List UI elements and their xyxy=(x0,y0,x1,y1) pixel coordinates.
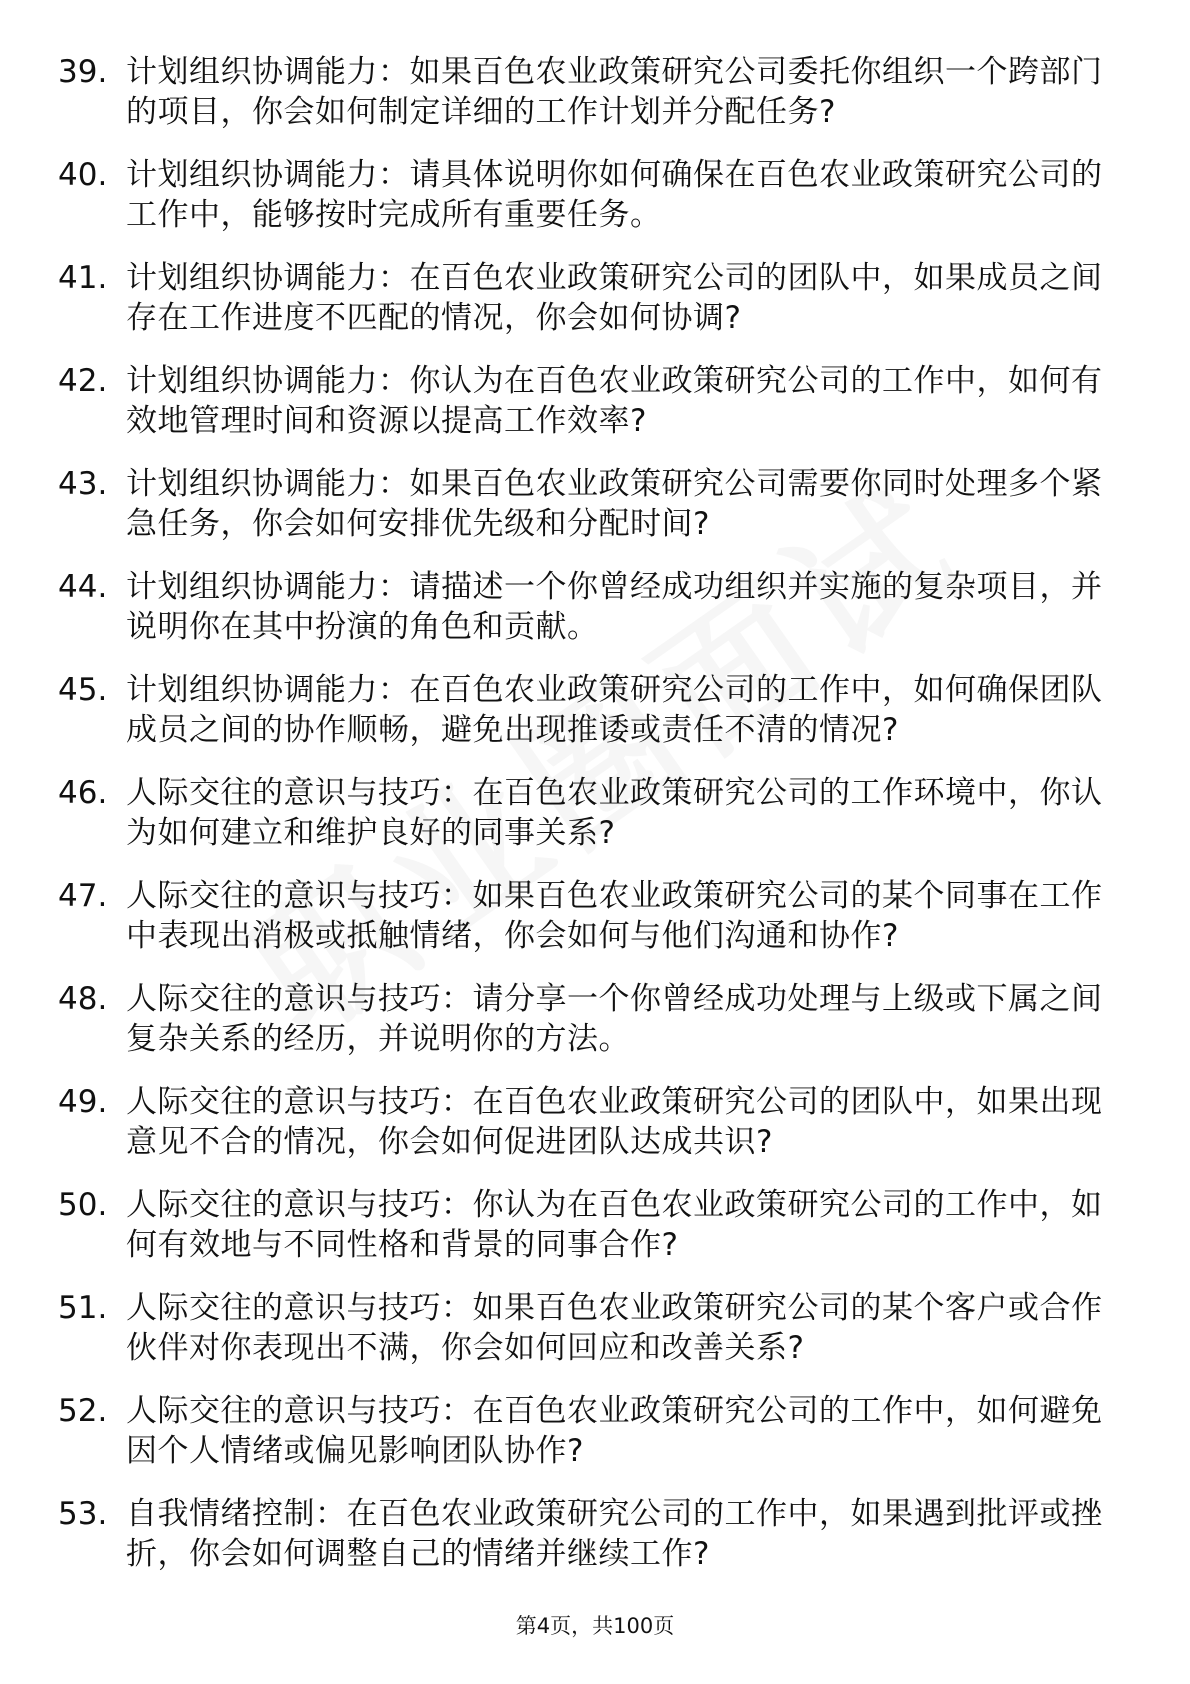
question-item xyxy=(58,1185,1108,1265)
question-text: 人际交往的意识与技巧：请分享一个你曾经成功处理与上级或下属之间复杂关系的经历，并说明你的方法。 xyxy=(126,981,1103,1057)
question-number: 50. xyxy=(58,1187,108,1223)
question-text: 计划组织协调能力：你认为在百色农业政策研究公司的工作中，如何有效地管理时间和资源以提高工作效率? xyxy=(126,363,1103,439)
question-item xyxy=(58,1494,1108,1574)
question-text: 人际交往的意识与技巧：在百色农业政策研究公司的工作环境中，你认为如何建立和维护良好的同事关系? xyxy=(126,775,1103,851)
question-text: 计划组织协调能力：如果百色农业政策研究公司需要你同时处理多个紧急任务，你会如何安排优先级和分配时间? xyxy=(126,466,1103,542)
question-text: 人际交往的意识与技巧：如果百色农业政策研究公司的某个客户或合作伙伴对你表现出不满，你会如何回应和改善关系? xyxy=(126,1290,1103,1366)
question-text: 计划组织协调能力：在百色农业政策研究公司的工作中，如何确保团队成员之间的协作顺畅，避免出现推诿或责任不清的情况? xyxy=(126,672,1103,748)
question-number: 43. xyxy=(58,466,108,502)
page-footer xyxy=(0,1612,1190,1640)
question-number: 45. xyxy=(58,672,108,708)
question-text: 人际交往的意识与技巧：你认为在百色农业政策研究公司的工作中，如何有效地与不同性格和背景的同事合作? xyxy=(126,1187,1103,1263)
question-text: 计划组织协调能力：如果百色农业政策研究公司委托你组织一个跨部门的项目，你会如何制定详细的工作计划并分配任务? xyxy=(126,54,1103,130)
question-text: 计划组织协调能力：请描述一个你曾经成功组织并实施的复杂项目，并说明你在其中扮演的角色和贡献。 xyxy=(126,569,1103,645)
question-text: 人际交往的意识与技巧：在百色农业政策研究公司的工作中，如何避免因个人情绪或偏见影响团队协作? xyxy=(126,1393,1103,1469)
question-item xyxy=(58,1288,1108,1368)
question-item xyxy=(58,979,1108,1059)
question-text: 计划组织协调能力：在百色农业政策研究公司的团队中，如果成员之间存在工作进度不匹配的情况，你会如何协调? xyxy=(126,260,1103,336)
question-number: 48. xyxy=(58,981,108,1017)
question-list xyxy=(58,52,1108,1597)
question-number: 44. xyxy=(58,569,108,605)
question-number: 47. xyxy=(58,878,108,914)
question-item xyxy=(58,258,1108,338)
question-number: 41. xyxy=(58,260,108,296)
question-item xyxy=(58,567,1108,647)
question-number: 39. xyxy=(58,54,108,90)
question-text: 人际交往的意识与技巧：在百色农业政策研究公司的团队中，如果出现意见不合的情况，你会如何促进团队达成共识? xyxy=(126,1084,1103,1160)
question-item xyxy=(58,155,1108,235)
question-text: 计划组织协调能力：请具体说明你如何确保在百色农业政策研究公司的工作中，能够按时完成所有重要任务。 xyxy=(126,157,1103,233)
question-item xyxy=(58,464,1108,544)
question-item xyxy=(58,876,1108,956)
question-text: 人际交往的意识与技巧：如果百色农业政策研究公司的某个同事在工作中表现出消极或抵触情绪，你会如何与他们沟通和协作? xyxy=(126,878,1103,954)
question-item xyxy=(58,670,1108,750)
question-text: 自我情绪控制：在百色农业政策研究公司的工作中，如果遇到批评或挫折，你会如何调整自己的情绪并继续工作? xyxy=(126,1496,1103,1572)
question-number: 49. xyxy=(58,1084,108,1120)
question-number: 51. xyxy=(58,1290,108,1326)
question-number: 52. xyxy=(58,1393,108,1429)
question-item xyxy=(58,773,1108,853)
question-number: 46. xyxy=(58,775,108,811)
question-number: 40. xyxy=(58,157,108,193)
question-item xyxy=(58,1082,1108,1162)
question-item xyxy=(58,361,1108,441)
page-number-label: 第4页，共100页 xyxy=(515,1614,675,1638)
question-number: 42. xyxy=(58,363,108,399)
question-number: 53. xyxy=(58,1496,108,1532)
question-item xyxy=(58,52,1108,132)
question-item xyxy=(58,1391,1108,1471)
